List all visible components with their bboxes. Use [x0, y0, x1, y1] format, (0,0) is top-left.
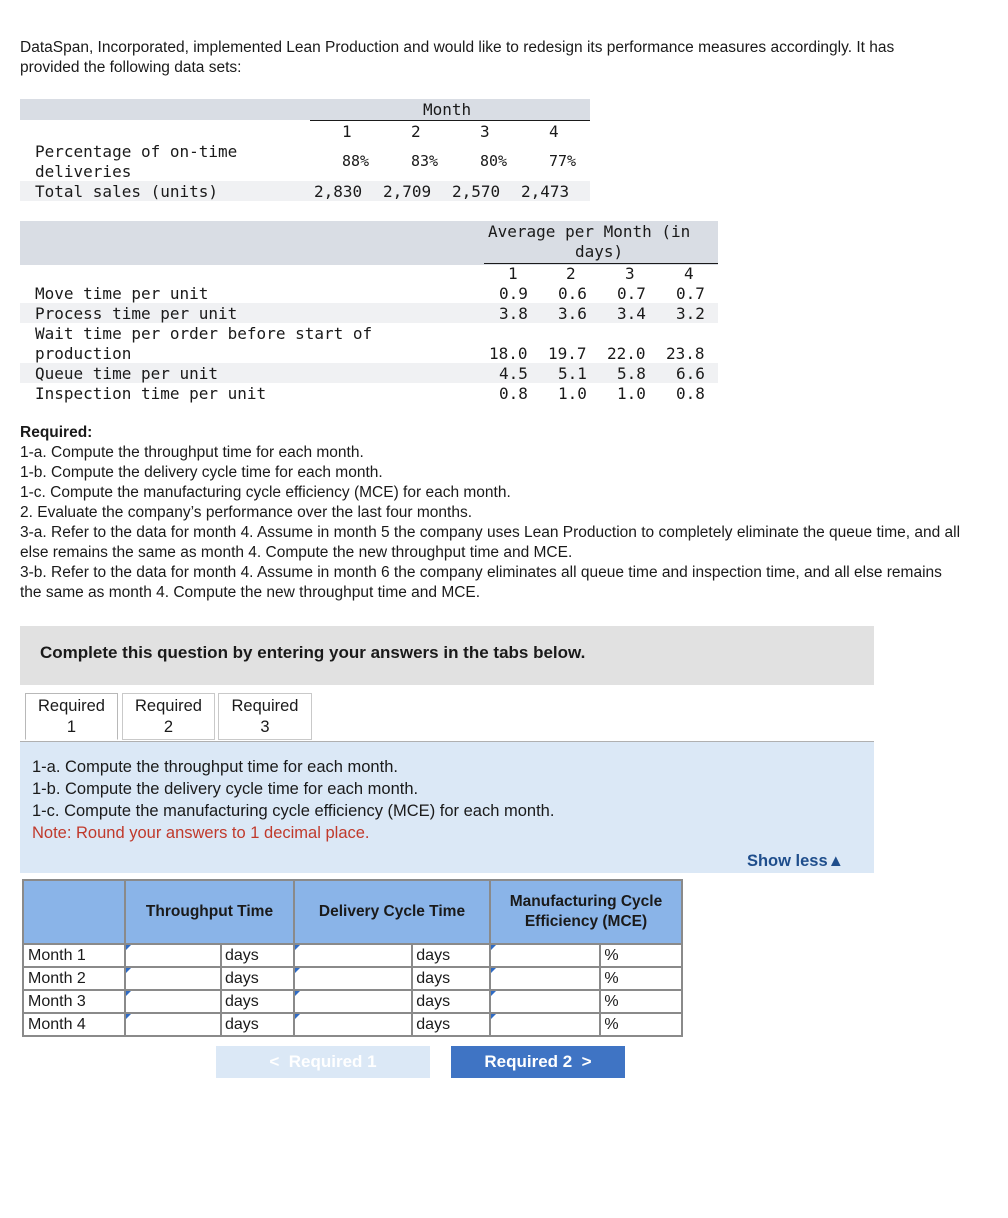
table1-header-band [20, 99, 590, 120]
prev-button-label: Required 1 [288, 1052, 377, 1071]
answer-corner-header [23, 880, 125, 944]
delivery-cycle-input-month-2[interactable] [294, 967, 412, 990]
table1-value: 2,473 [521, 182, 570, 201]
required-title: Required: [20, 424, 93, 441]
table2-value: 0.8 [499, 384, 528, 403]
table1-month-3: 3 [480, 122, 490, 141]
required-item: 3-a. Refer to the data for month 4. Assume in month 5 the company uses Lean Production to completely eliminate the queue time, and all else remains the same as month 4. Compute the new throughput time and MCE. [20, 524, 961, 561]
table1-month-4: 4 [549, 122, 559, 141]
table2-value: 3.4 [617, 304, 646, 323]
table1-value: 2,830 [314, 182, 363, 201]
required-section [20, 423, 960, 603]
table2-value: 5.1 [558, 364, 587, 383]
throughput-time-input-month-2[interactable] [125, 967, 221, 990]
unit-days: days [412, 967, 490, 990]
show-less-link[interactable]: Show less▲ [746, 852, 844, 870]
answer-table [22, 879, 683, 1037]
rounding-note: Note: Round your answers to 1 decimal place. [32, 824, 370, 842]
table2-month-4: 4 [684, 264, 694, 283]
table1-month-header: Month [423, 100, 472, 119]
table2-value: 0.7 [676, 284, 705, 303]
delivery-cycle-input-month-1[interactable] [294, 944, 412, 967]
instruction-banner [20, 626, 874, 685]
table2-row-label: Queue time per unit [35, 364, 219, 383]
throughput-time-input-month-4[interactable] [125, 1013, 221, 1036]
table2-month-1: 1 [508, 264, 518, 283]
panel-line: 1-c. Compute the manufacturing cycle efficiency (MCE) for each month. [32, 802, 555, 820]
prev-required-1-button[interactable] [216, 1046, 430, 1078]
tab-required-2[interactable] [122, 693, 215, 740]
required-item: 1-a. Compute the throughput time for each month. [20, 444, 364, 461]
delivery-cycle-input-month-4[interactable] [294, 1013, 412, 1036]
question-panel [20, 742, 874, 873]
mce-input-month-2[interactable] [490, 967, 600, 990]
table1-row-label: Total sales (units) [35, 182, 219, 201]
tab-required-3[interactable] [218, 693, 312, 740]
unit-days: days [221, 990, 294, 1013]
chevron-right-icon: > [572, 1052, 592, 1071]
table1-row-label: Percentage of on-time [35, 142, 238, 161]
unit-percent: % [600, 1013, 682, 1036]
intro-text: DataSpan, Incorporated, implemented Lean Production and would like to redesign its performance measures accordingly. It has provided the following data sets: [20, 39, 895, 76]
row-label-month-4: Month 4 [23, 1013, 125, 1036]
row-label-month-1: Month 1 [23, 944, 125, 967]
table1-month-1: 1 [342, 122, 352, 141]
tab-label: 3 [260, 718, 270, 736]
mce-input-month-3[interactable] [490, 990, 600, 1013]
table1-value: 2,709 [383, 182, 432, 201]
chevron-left-icon: < [269, 1052, 289, 1071]
unit-days: days [412, 944, 490, 967]
unit-days: days [221, 944, 294, 967]
unit-days: days [221, 1013, 294, 1036]
table2-value: 1.0 [558, 384, 587, 403]
next-button-label: Required 2 [484, 1052, 573, 1071]
table2-row-label: Process time per unit [35, 304, 238, 323]
table2-value: 0.8 [676, 384, 705, 403]
unit-percent: % [600, 944, 682, 967]
table1-value: 88% [342, 152, 370, 170]
table2-value: 0.7 [617, 284, 646, 303]
table2-row-label: Inspection time per unit [35, 384, 267, 403]
table1-value: 83% [411, 152, 439, 170]
tab-label: Required [135, 697, 202, 715]
panel-line: 1-a. Compute the throughput time for each month. [32, 758, 398, 776]
table2-month-3: 3 [625, 264, 635, 283]
table2-value: 3.6 [558, 304, 587, 323]
table1-value: 2,570 [452, 182, 501, 201]
table2-value: 4.5 [499, 364, 528, 383]
table2-row-label: Move time per unit [35, 284, 209, 303]
mce-input-month-4[interactable] [490, 1013, 600, 1036]
tab-label: Required [38, 697, 105, 715]
throughput-time-input-month-3[interactable] [125, 990, 221, 1013]
table1-row-label: deliveries [35, 162, 132, 181]
table2-value: 5.8 [617, 364, 646, 383]
mce-input-month-1[interactable] [490, 944, 600, 967]
table2-value: 3.8 [499, 304, 528, 323]
table2-value: 0.6 [558, 284, 587, 303]
table2-value: 19.7 [548, 344, 587, 363]
throughput-time-header: Throughput Time [125, 880, 294, 944]
row-label-month-3: Month 3 [23, 990, 125, 1013]
table2-value: 18.0 [489, 344, 528, 363]
delivery-cycle-input-month-3[interactable] [294, 990, 412, 1013]
unit-percent: % [600, 990, 682, 1013]
throughput-time-input-month-1[interactable] [125, 944, 221, 967]
unit-days: days [412, 990, 490, 1013]
table1-value: 80% [480, 152, 508, 170]
table2-value: 6.6 [676, 364, 705, 383]
table2-row-label: Wait time per order before start of [35, 324, 373, 343]
table2-divider [484, 263, 718, 264]
next-required-2-button[interactable] [451, 1046, 625, 1078]
required-item: 1-c. Compute the manufacturing cycle efficiency (MCE) for each month. [20, 484, 511, 501]
table2-value: 22.0 [607, 344, 646, 363]
panel-line: 1-b. Compute the delivery cycle time for each month. [32, 780, 419, 798]
required-item: 2. Evaluate the company’s performance over the last four months. [20, 504, 473, 521]
banner-text: Complete this question by entering your answers in the tabs below. [40, 643, 586, 662]
unit-percent: % [600, 967, 682, 990]
required-item: 3-b. Refer to the data for month 4. Assume in month 6 the company eliminates all queue time and inspection time, and all else remains the same as month 4. Compute the new throughput time and MCE. [20, 564, 942, 601]
table2-month-2: 2 [566, 264, 576, 283]
table1-value: 77% [549, 152, 577, 170]
table2-value: 1.0 [617, 384, 646, 403]
table2-value: 0.9 [499, 284, 528, 303]
table1-divider [310, 120, 590, 121]
table2-header: days) [575, 242, 624, 261]
row-label-month-2: Month 2 [23, 967, 125, 990]
tab-label: Required [231, 697, 299, 715]
table1-month-2: 2 [411, 122, 421, 141]
table2-header: Average per Month (in [488, 222, 691, 241]
table2-value: 3.2 [676, 304, 705, 323]
unit-days: days [221, 967, 294, 990]
unit-days: days [412, 1013, 490, 1036]
required-item: 1-b. Compute the delivery cycle time for each month. [20, 464, 383, 481]
delivery-cycle-time-header: Delivery Cycle Time [294, 880, 490, 944]
table2-value: 23.8 [666, 344, 705, 363]
table2-row-label: production [35, 344, 132, 363]
tab-label: 2 [163, 718, 174, 736]
mce-header: Manufacturing Cycle Efficiency (MCE) [490, 880, 682, 944]
tab-required-1[interactable] [25, 693, 118, 740]
tab-label: 1 [66, 718, 77, 736]
